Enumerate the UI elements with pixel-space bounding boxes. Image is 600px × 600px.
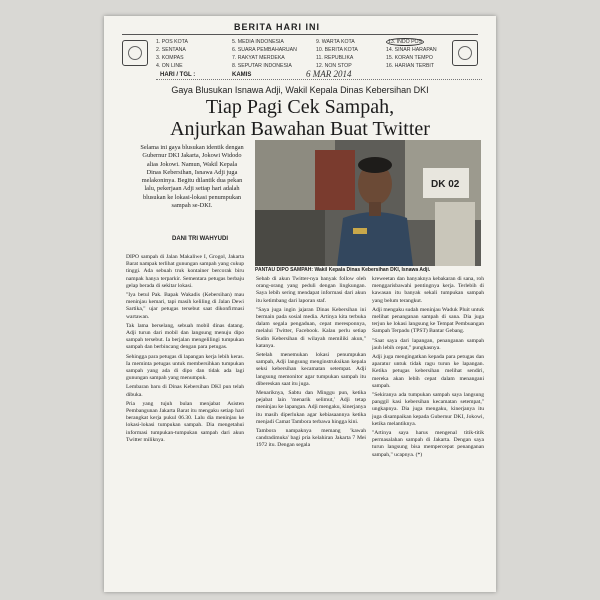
paragraph: Adji juga mengingatkan kepada para petugas dan aparatur untuk tidak ragu turun ke lapangan. Ketika petugas kebersihan melihat sendiri, mereka akan lebih cepat dalam menangani sampah. <box>372 354 484 389</box>
paragraph: Menariknya, Sabtu dan Minggu pun, ketika pejabat lain 'menarik selimut,' Adji tetap meninjau ke lapangan. Adji mengaku, kinerjanya itu masih diperlukan agar kebiasaannya ketika menjadi Camat Tambora terbawa hingga kini. <box>256 390 366 425</box>
source-item: 4. ON LINE <box>156 63 183 69</box>
news-photo <box>255 140 481 266</box>
source-item: 8. SEPUTAR INDONESIA <box>232 63 292 69</box>
lead-paragraph: Selama ini gaya blusukan identik dengan Gubernur DKI Jakarta, Jokowi Widodo alias Jokowi. Namun, Wakil Kepala Dinas Kebersihan, Isnawa Adji juga melakoninya. Begitu dilantik dua pekan lalu, pekerjaan Adji setiap hari adalah blusukan ke lokasi-lokasi penumpukan sampah se-DKI. <box>140 144 244 210</box>
source-item: 5. MEDIA INDONESIA <box>232 39 284 45</box>
source-item: 14. SINAR HARAPAN <box>386 47 437 53</box>
paragraph: Adji mengaku sudah meninjau Waduk Pluit untuk melihat penanganan sampah di sana. Dia juga terjun ke lokasi langsung ke Tempat Pembuangan Sampah Terpadu (TPST) Bantar Gebang. <box>372 306 484 335</box>
divider <box>122 34 478 35</box>
source-item: 13. INDO POS <box>388 39 423 45</box>
paragraph: Setelah menemukan lokasi penumpukan sampah, Adji langsung menginstruksikan kepala seksi kebersihan kecamatan setempat. Adji langsung memonitor agar tumpukan sampah itu dibereskan saat itu juga. <box>256 352 366 387</box>
headline-line-1: Tiap Pagi Cek Sampah, <box>205 96 395 118</box>
article-column-1 <box>126 254 244 582</box>
paragraph: "Iya betul Pak. Bapak Wakadis (Kebersihan) mau meninjau kemari, tapi masih keliling di Jalan Dewi Sartika," ujar petugas tersebut saat dikonfirmasi wartawan. <box>126 292 244 320</box>
source-item: 15. KORAN TEMPO <box>386 55 433 61</box>
paragraph: Lembaran baru di Dinas Kebersihan DKI pun telah dibuka. <box>126 384 244 398</box>
source-item: 12. NON STOP <box>316 63 352 69</box>
brand-title: BERITA HARI INI <box>234 22 320 32</box>
paragraph: DIPO sampah di Jalan Makaliwe I, Grogol, Jakarta Barat nampak terlihat gunungan sampah yang cukup tinggi. Ada sebuah truk kontainer bercorak biru nampak hanya terparkir. Sementara petugas berbaju gelap berada di sekitar lokasi. <box>126 254 244 289</box>
headline-line-2: Anjurkan Bawahan Buat Twitter <box>170 118 430 140</box>
source-item: 10. BERITA KOTA <box>316 47 358 53</box>
source-item: 9. WARTA KOTA <box>316 39 355 45</box>
article-column-3 <box>372 276 484 582</box>
photo-plate: DK 02 <box>431 179 460 190</box>
newspaper-clipping <box>104 16 496 592</box>
day-value: KAMIS <box>232 72 252 78</box>
right-emblem-icon <box>452 40 478 66</box>
source-item: 3. KOMPAS <box>156 55 184 61</box>
date-label: HARI / TGL : <box>160 72 196 78</box>
paragraph: Sehingga para petugas di lapangan kerja lebih keras. Ia meminta petugas untuk membersihkan tumpukan sampah yang ada di dipo dan tidak ada lagi gunungan sampah yang menumpuk. <box>126 353 244 382</box>
source-item: 16. HARIAN TERBIT <box>386 63 435 69</box>
photo-caption: PANTAU DIPO SAMPAH: Wakil Kepala Dinas Kebersihan DKI, Isnawa Adji. <box>255 267 431 273</box>
source-item: 6. SUARA PEMBAHARUAN <box>232 47 297 53</box>
article-column-2 <box>256 276 366 582</box>
paragraph: Tambora nampaknya memang 'kawah candradimuka' bagi pria kelahiran Jakarta 7 Mei 1972 itu. Dengan segala <box>256 428 366 449</box>
paragraph: kreweetan dan banyaknya kebakaran di sana, roh menggarisbawahi pentingnya kerja. Terlebih di kawasan itu banyak sekali tumpukan sampah yang belum terangkut. <box>372 276 484 304</box>
divider <box>156 79 482 80</box>
date-value: 6 MAR 2014 <box>306 69 352 79</box>
masthead <box>104 16 496 82</box>
paragraph: "Sekiranya ada tumpukan sampah saya langsung panggil kasi kebersihan kecamatan setempat," ungkapnya. Dia juga mengaku, kinerjanya itu juga disampaikan kepada Gubernur DKI, Jokowi, ketika melantiknya. <box>372 392 484 427</box>
paragraph: "Artinya saya harus mengenal titik-titik permasalahan sampah di Jakarta. Dengan saya turun langsung bisa mempercepat penanganan sampah," ucapnya. (*) <box>372 430 484 458</box>
paragraph: "Saat saya dari lapangan, penanganan sampah jauh lebih cepat," pungkasnya. <box>372 337 484 351</box>
article-kicker: Gaya Blusukan Isnawa Adji, Wakil Kepala Dinas Kebersihan DKI <box>171 85 429 95</box>
paragraph: Tak lama berselang, sebuah mobil dinas datang. Adji turun dari mobil dan langsung menuju dipo sampah tersebut. Ia berjalan mengelilingi tumpukan sampah dan berbincang dengan para petugas. <box>126 322 244 351</box>
source-item: 2. SENTANA <box>156 47 186 53</box>
paragraph: Pria yang tujuh bulan menjabat Asisten Pembangunan Jakarta Barat itu mengaku setiap hari berangkat kerja pukul 06.30. Lalu dia meninjau ke lokasi-lokasi tumpukan sampah. Dia mengetahui informasi tumpukan-tumpukan sampah dari akun Twitter miliknya. <box>126 400 244 443</box>
source-item: 7. RAKYAT MERDEKA <box>232 55 285 61</box>
left-emblem-icon <box>122 40 148 66</box>
source-item: 1. POS KOTA <box>156 39 188 45</box>
byline: DANI TRI WAHYUDI <box>172 236 228 242</box>
source-item: 11. REPUBLIKA <box>316 55 354 61</box>
paragraph: Sebab di akun Twitter-nya banyak follow oleh orang-orang yang peduli dengan lingkungan. Saya lebih sering mendapat informasi dari akun itu ketimbang dari laporan staf. <box>256 276 366 304</box>
photo-illustration <box>255 140 481 266</box>
paragraph: "Saya juga ingin jajaran Dinas Kebersihan ini bermain pada sosial media. Artinya kita terbuka dalam segala pengaduan, cepat meresponnya, melalui Twitter, Facebook. Kalau perlu setiap Sudin Kebersihan di wilayah memiliki akun," katanya. <box>256 306 366 349</box>
source-item-marked <box>386 39 424 45</box>
